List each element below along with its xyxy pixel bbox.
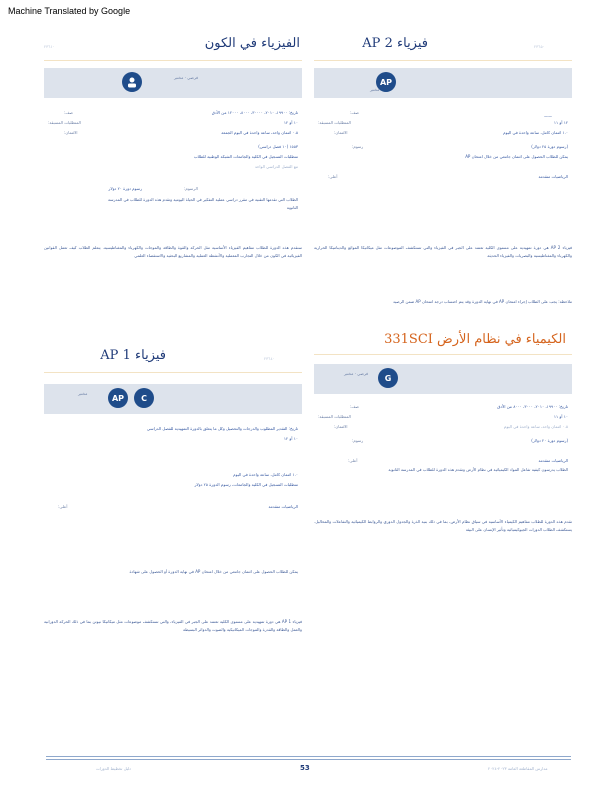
row-value: مع الفصل الدراسي الواحد — [254, 164, 298, 169]
page-number: 53 — [300, 764, 310, 772]
row-value: متطلبات التسجيل في الكلية والجامعات، رسوم الدورة ٢٥ دولار — [194, 482, 298, 487]
row-value: تاريخ: التقدير المطلوب والدرجات والتحصيل وكل ما يتعلق بالدورة التمهيدية للفصل الدراسي — [146, 426, 298, 431]
row-label: رسوم: — [352, 438, 364, 443]
row-label: أعلى: — [328, 174, 338, 179]
row-value: يمكن للطلاب الحصول على ائتمان جامعي من خلال امتحان AP — [465, 154, 568, 159]
row-value: ١٢ أو ١١ — [553, 120, 568, 125]
row-label: المتطلبات المسبقة: — [318, 120, 351, 125]
row-value: ١٥٥٣ (١٠ فصل دراسي) — [258, 144, 298, 149]
row-value: (رسوم دورة ٢٠ دولار) — [531, 438, 568, 443]
row-label: أعلى: — [58, 504, 68, 509]
ap-badge-icon: AP — [376, 72, 396, 92]
row-value: رسوم دورة ٢٠ دولار — [108, 186, 142, 191]
course-badge-icon: G — [378, 368, 398, 388]
row-value: ١٠ أو ١١ — [553, 414, 568, 419]
course-card — [314, 34, 572, 314]
row-label: المتطلبات المسبقة: — [318, 414, 351, 419]
course-description-short: يمكن للطلاب الحصول على ائتمان جامعي من خلال امتحان AP في نهاية الدورة أو الحصول على شهادة — [129, 569, 298, 574]
row-value: ١.٠ ائتمان كامل، ساعة واحدة في اليوم — [503, 130, 568, 135]
course-card — [314, 328, 572, 588]
footer-rule — [46, 756, 571, 757]
footer-right-text: مدارس المقاطعة العامة ٢٠٢٣-٢٠٢٤ — [488, 766, 548, 771]
course-info-band — [44, 68, 302, 98]
course-badge-icon: C — [134, 388, 154, 408]
course-code: ٢٣٦١٠ — [44, 44, 55, 49]
course-description: ستقدم هذه الدورة للطلاب مفاهيم الفيزياء الأساسية مثل الحركة والقوة والطاقة والموجات والكهرباء والمغناطيسية. يتعلم الطلاب كيف تعمل القوانين الفيزيائية في الكون من خلال التجارب المعملية والأنشطة العملية والمشاريع البحثية والاستقصاء العلمي — [44, 245, 302, 258]
row-label: الرسوم: — [184, 186, 198, 191]
course-info-band — [44, 384, 302, 414]
row-value: (رسوم دورة ٢٥ دولار) — [531, 144, 568, 149]
row-value: ٠.٥ ائتمان واحد، ساعة واحدة في اليوم — [503, 424, 568, 429]
course-code: ٢٣٦٤٠ — [264, 356, 275, 361]
row-label: صف: — [350, 404, 359, 409]
row-label: رسوم: — [352, 144, 364, 149]
course-title-row — [314, 34, 572, 61]
row-value: ١٠ أو ١٢ — [283, 436, 298, 441]
course-description: فيزياء AP 2 هي دورة تمهيدية على مستوى الكلية تعتمد على الجبر في الفيزياء والتي تستكشف الموضوعات مثل ميكانيكا الموائع والديناميكا الحرارية والكهرباء والمغناطيسية والبصريات والفيزياء الحديثة — [314, 245, 573, 258]
row-label: الائتمان: — [334, 424, 348, 429]
footer-left-text: دليل تخطيط الدورات — [96, 766, 131, 771]
course-title: الفيزياء في الكون — [204, 36, 300, 51]
row-value: الرياضيات متقدمة — [538, 174, 568, 179]
row-label: أعلى: — [348, 458, 358, 463]
row-label: صف: — [64, 110, 73, 115]
course-title-row — [44, 34, 302, 61]
band-label: مختبر — [370, 87, 380, 92]
course-description: فيزياء AP 1 هي دورة تمهيدية على مستوى الكلية تعتمد على الجبر في الفيزياء، والتي تستكشف موضوعات مثل ميكانيكا نيوتن بما في ذلك الحركة الدورانية والعمل والطاقة والقدرة والموجات الميكانيكية والصوت والدوائر البسيطة — [44, 619, 303, 632]
row-value: ١٠ أو ١٢ — [283, 120, 298, 125]
footer-rule — [46, 759, 571, 760]
ap-badge-icon: AP — [108, 388, 128, 408]
course-code: ٢٣٦٥٠ — [534, 44, 545, 49]
course-title: فيزياء 2 AP — [362, 36, 428, 51]
course-title-row — [314, 328, 572, 355]
course-title: الكيمياء في نظام الأرض 331SCI — [384, 332, 566, 347]
band-label: مختبر — [78, 391, 88, 396]
course-description: تقدم هذه الدورة للطلاب مفاهيم الكيمياء الأساسية في سياق نظام الأرض، بما في ذلك بنية الذرة والجدول الدوري والروابط الكيميائية والتفاعلات والمحاليل. يستكشف الطلاب الدورات الجيوكيميائية وتأثير الإنسان على البيئة — [314, 519, 572, 532]
course-info-band — [314, 364, 572, 394]
row-label: الائتمان: — [334, 130, 348, 135]
row-label: الائتمان: — [64, 130, 78, 135]
row-value: —— — [544, 114, 552, 119]
course-description-short: الطلاب التي تقدمها التقنية في مقرر دراسي عملية التفكير في الحياة اليومية وتقدم هذه الدورة للطلاب في المدرسة الثانوية — [108, 197, 298, 210]
machine-translated-banner: Machine Translated by Google — [8, 6, 131, 16]
row-value: ١.٠ ائتمان كامل، ساعة واحدة في اليوم — [233, 472, 298, 477]
course-card — [44, 34, 302, 294]
row-value: تاريخ: ١٩٩٠٠، ٢٠١٠، ٣٠٠٠، ٨٠٠٠ من الأدق — [497, 404, 568, 409]
row-value: ٠.٥ ائتمان واحد، ساعة واحدة في اليوم الجمعة — [221, 130, 298, 135]
row-value: الرياضيات متقدمة — [538, 458, 568, 463]
course-info-band — [314, 68, 572, 98]
row-label: المتطلبات المسبقة: — [48, 120, 81, 125]
course-title-row — [44, 346, 302, 373]
band-label: فرضي · مختبر — [173, 75, 198, 80]
course-card — [44, 346, 302, 666]
row-value: تاريخ: ١٩٩٠٠، ٢٠١٠، ٣٠٠٠٠، ٨٠٠٠، ١٢٠٠٠ من الأدق — [211, 110, 298, 115]
course-note: ملاحظة: يجب على الطلاب إجراء امتحان AP في نهاية الدورة وقد يتم احتساب درجة امتحان AP ضمن الرصيد — [393, 299, 572, 304]
row-value: الرياضيات متقدمة — [268, 504, 298, 509]
row-label: صف: — [350, 110, 359, 115]
course-description-short: الطلاب يدرسون كيفية تفاعل المواد الكيميائية في نظام الأرض وتقدم هذه الدورة للطلاب في المدرسة الثانوية — [388, 467, 568, 472]
course-title: فيزياء 1 AP — [100, 348, 166, 363]
science-badge-icon — [122, 72, 142, 92]
band-label: فرضي · مختبر — [344, 371, 369, 376]
row-value: متطلبات التسجيل في الكلية والجامعات الشبكة الوطنية للطلاب — [193, 154, 298, 159]
